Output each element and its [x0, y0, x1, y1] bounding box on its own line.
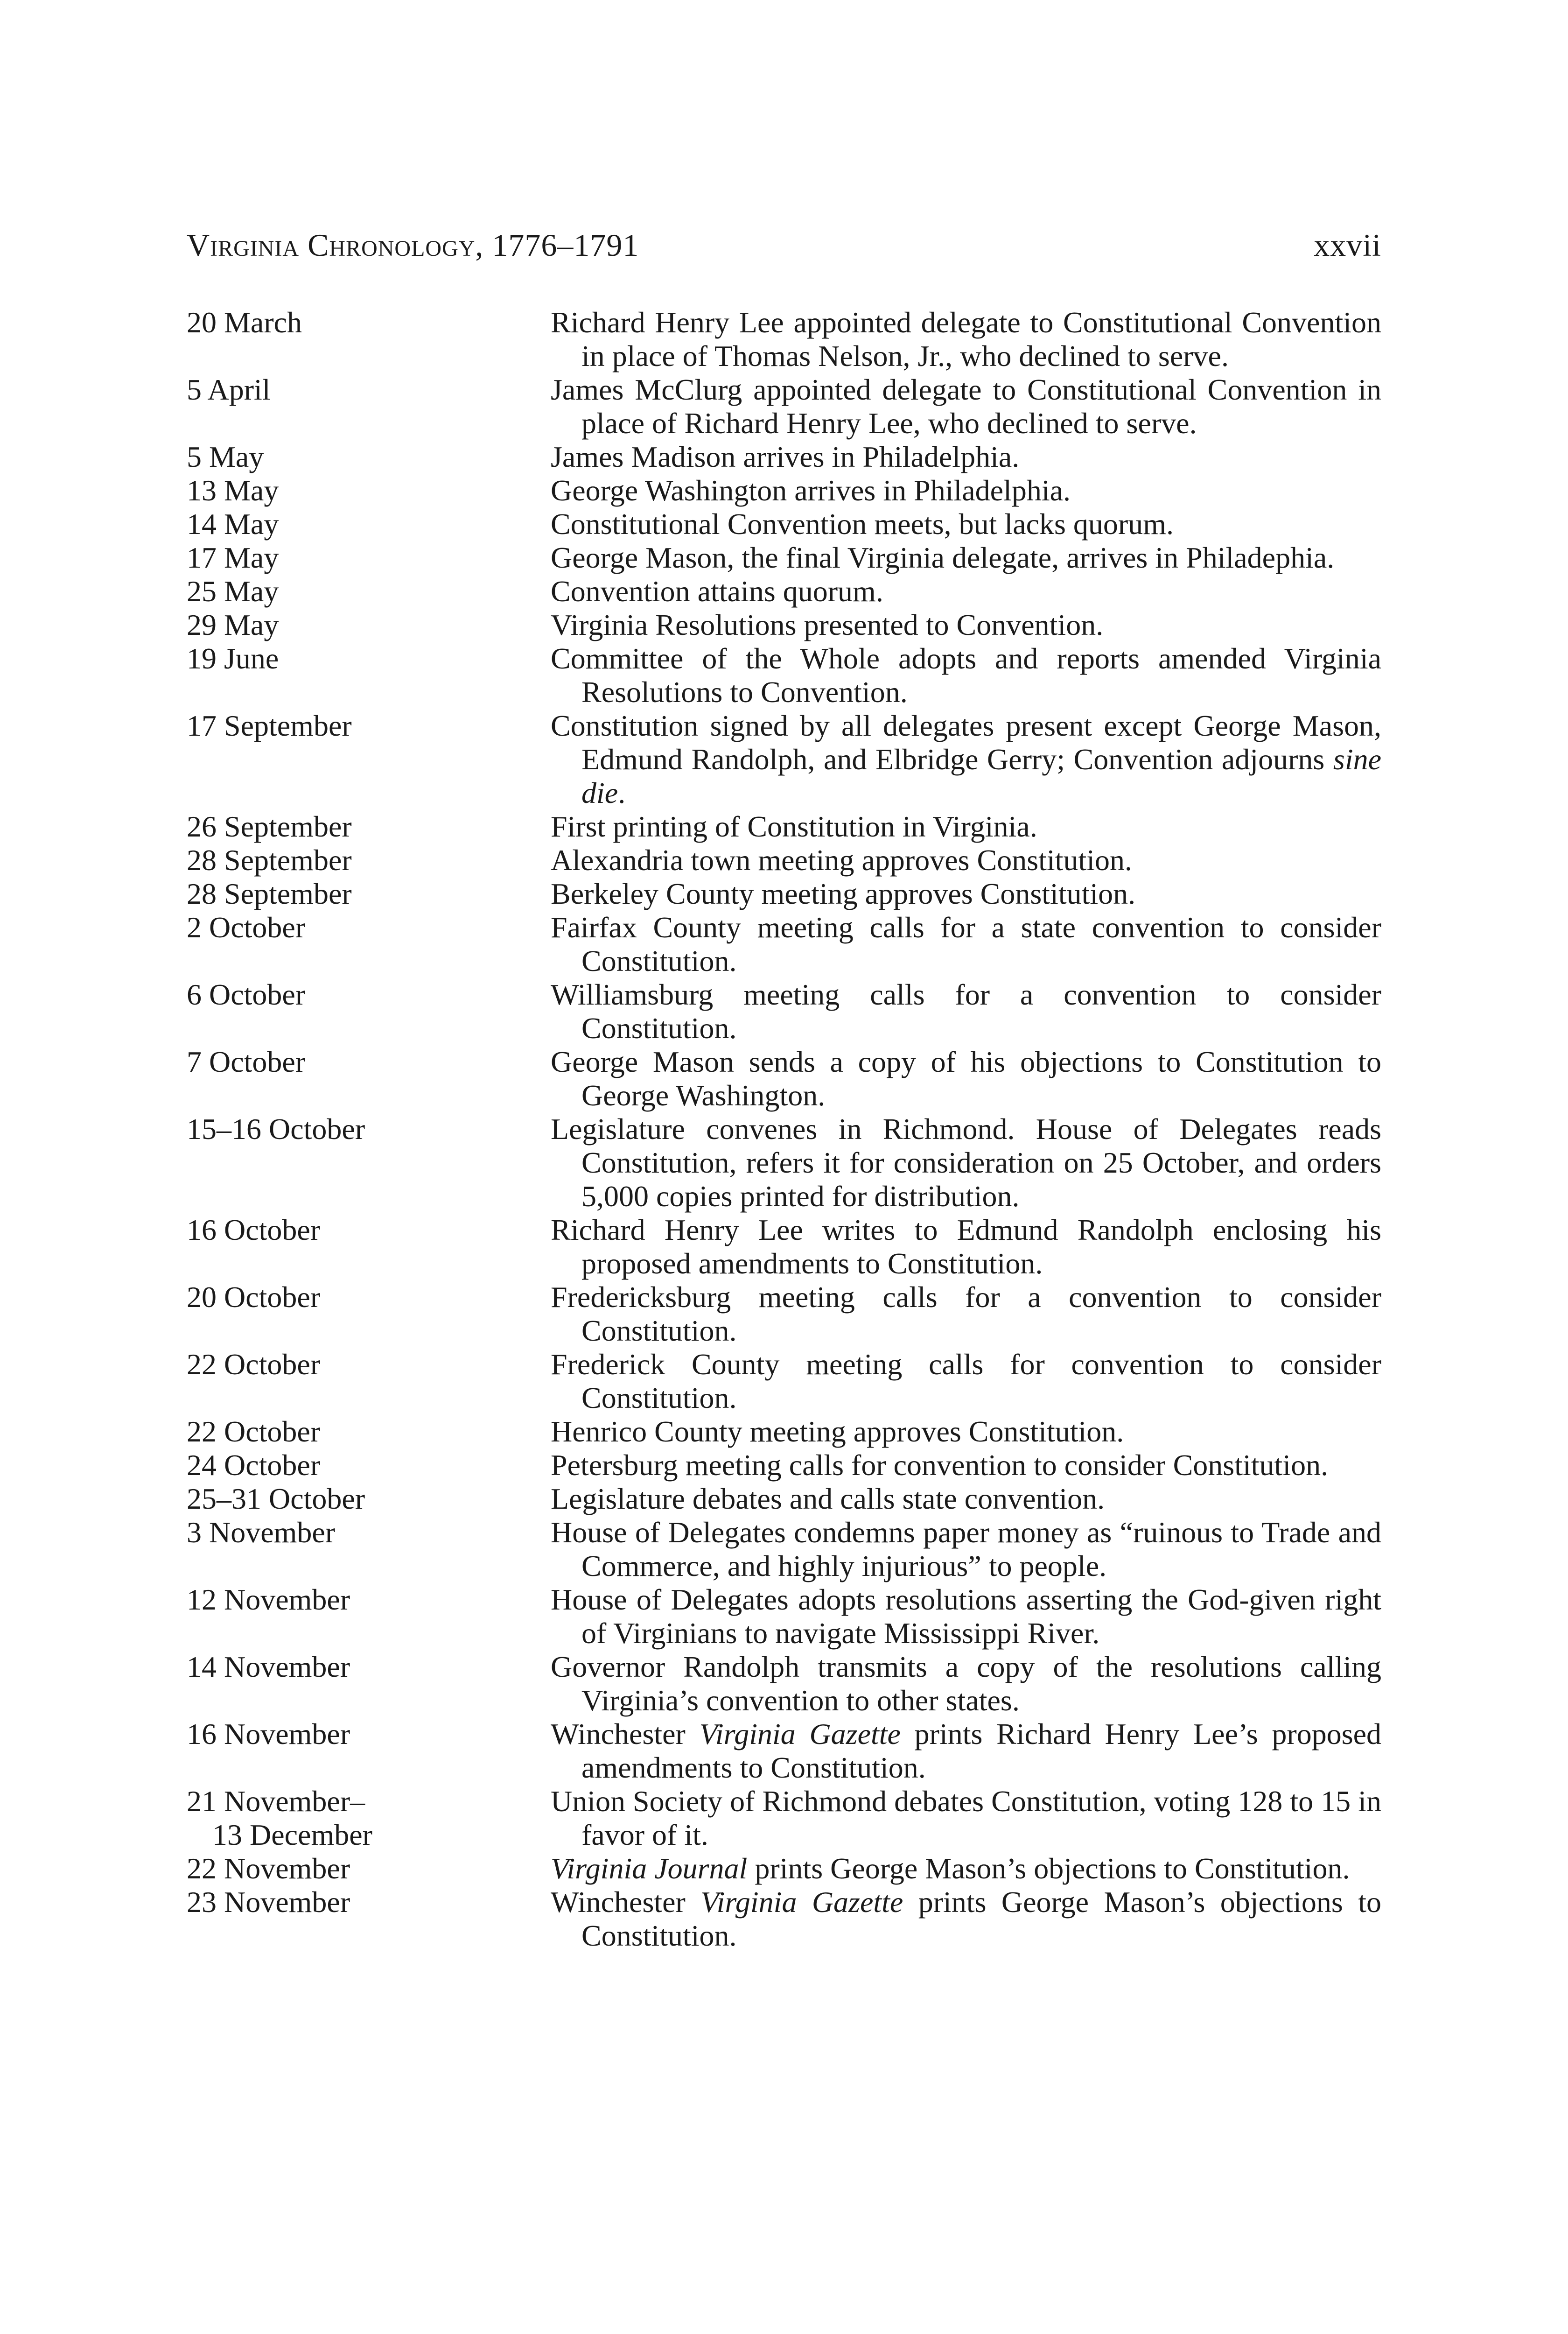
chronology-entry: [187, 1280, 1381, 1348]
chronology-entry: [187, 608, 1381, 642]
chronology-entry: [187, 1415, 1381, 1448]
running-head-title: Virginia Chronology, 1776–1791: [187, 227, 639, 263]
entry-date-text: 15–16 October: [187, 1112, 365, 1146]
entry-date: [187, 608, 551, 642]
entry-event: Virginia Journal prints George Mason’s objections to Constitution.: [551, 1852, 1350, 1885]
entry-event: House of Delegates adopts resolutions asserting the God-given right of Virginians to navigate Mississippi River.: [551, 1583, 1381, 1650]
entry-italic: sine die: [581, 743, 1381, 809]
entry-event: Williamsburg meeting calls for a convention to consider Constitution.: [551, 978, 1381, 1045]
entry-event: Virginia Resolutions presented to Convention.: [551, 608, 1104, 641]
entry-date: [187, 1112, 551, 1146]
entry-date: [187, 1650, 551, 1684]
entry-date-text: 13 May: [187, 474, 279, 507]
entry-event: George Mason sends a copy of his objections to Constitution to George Washington.: [551, 1045, 1381, 1112]
entry-date-text: 28 September: [187, 844, 352, 877]
chronology-entry: [187, 709, 1381, 810]
entry-date: [187, 1415, 551, 1448]
entry-date-text: 7 October: [187, 1045, 306, 1078]
entry-date: [187, 1717, 551, 1751]
entry-date: [187, 306, 551, 339]
entry-event: Frederick County meeting calls for convention to consider Constitution.: [551, 1348, 1381, 1414]
chronology-entry: [187, 507, 1381, 541]
entry-italic: Virginia Gazette: [699, 1717, 901, 1750]
entry-event: Legislature convenes in Richmond. House of Delegates reads Constitution, refers it for consideration on 25 October, and orders 5,000 copies printed for distribution.: [551, 1112, 1381, 1213]
entry-event: James McClurg appointed delegate to Constitutional Convention in place of Richard Henry Lee, who declined to serve.: [551, 373, 1381, 440]
entry-event: Berkeley County meeting approves Constitution.: [551, 877, 1136, 910]
entry-event: George Mason, the final Virginia delegate, arrives in Philadephia.: [551, 541, 1335, 574]
entry-date: [187, 978, 551, 1012]
entry-event: Winchester Virginia Gazette prints Richard Henry Lee’s proposed amendments to Constitution.: [551, 1717, 1382, 1784]
entry-date-text: 22 November: [187, 1852, 350, 1885]
entry-date-text: 17 September: [187, 709, 352, 742]
entry-date-text: 20 March: [187, 306, 302, 339]
entry-date-text: 14 May: [187, 507, 279, 541]
entry-date-text: 25–31 October: [187, 1482, 365, 1515]
entry-date-text: 16 October: [187, 1213, 321, 1246]
entry-event: Union Society of Richmond debates Constitution, voting 128 to 15 in favor of it.: [551, 1785, 1381, 1851]
entry-date-text: 29 May: [187, 608, 279, 641]
entry-event: Petersburg meeting calls for convention to consider Constitution.: [551, 1448, 1329, 1482]
entry-date: [187, 1482, 551, 1516]
chronology-entry: [187, 306, 1381, 373]
entry-date: [187, 1213, 551, 1247]
entry-date: [187, 709, 551, 743]
entry-date: [187, 507, 551, 541]
entry-date-continuation: 13 December: [212, 1818, 372, 1851]
chronology-entry: [187, 978, 1381, 1045]
entry-event: First printing of Constitution in Virginia.: [551, 810, 1037, 843]
chronology-entry: [187, 1112, 1381, 1213]
entry-date-text: 5 May: [187, 440, 264, 473]
entry-date-text: 20 October: [187, 1280, 321, 1314]
entry-date-text: 22 October: [187, 1415, 321, 1448]
entry-date-text: 21 November–: [187, 1785, 365, 1818]
entry-date: [187, 1045, 551, 1079]
entry-date: [187, 1583, 551, 1617]
chronology-entry: [187, 1785, 1381, 1852]
entry-event: Fredericksburg meeting calls for a convention to consider Constitution.: [551, 1280, 1381, 1347]
chronology-entry: [187, 1448, 1381, 1482]
entry-event: Winchester Virginia Gazette prints George Mason’s objections to Constitution.: [551, 1885, 1382, 1952]
chronology-entry: [187, 1482, 1381, 1516]
entry-event: Richard Henry Lee appointed delegate to Constitutional Convention in place of Thomas Nelson, Jr., who declined to serve.: [551, 306, 1381, 373]
chronology-entry: [187, 1348, 1381, 1415]
chronology-entry: [187, 373, 1381, 440]
entry-date-text: 28 September: [187, 877, 352, 910]
entry-date-text: 5 April: [187, 373, 271, 406]
chronology-entry: [187, 1045, 1381, 1112]
entry-italic: Virginia Journal: [551, 1852, 748, 1885]
entry-date: [187, 1348, 551, 1381]
entry-event: James Madison arrives in Philadelphia.: [551, 440, 1020, 473]
chronology-entry: [187, 1717, 1381, 1785]
entry-date: [187, 541, 551, 575]
entry-date: [187, 1448, 551, 1482]
chronology-entry: [187, 1213, 1381, 1280]
entry-date: [187, 877, 551, 911]
entry-event: Henrico County meeting approves Constitution.: [551, 1415, 1124, 1448]
chronology-entry: [187, 1885, 1381, 1953]
entry-date-text: 23 November: [187, 1885, 350, 1919]
entry-event: House of Delegates condemns paper money as “ruinous to Trade and Commerce, and highly injurious” to people.: [551, 1516, 1381, 1582]
entry-event: Legislature debates and calls state convention.: [551, 1482, 1105, 1515]
chronology-entry: [187, 1852, 1381, 1885]
entry-event: Governor Randolph transmits a copy of the resolutions calling Virginia’s convention to other states.: [551, 1650, 1381, 1717]
entry-date: [187, 1280, 551, 1314]
entry-event: Committee of the Whole adopts and reports amended Virginia Resolutions to Convention.: [551, 642, 1381, 709]
entry-date-text: 26 September: [187, 810, 352, 843]
chronology-entry: [187, 474, 1381, 507]
chronology-entry: [187, 575, 1381, 608]
entry-event: Constitutional Convention meets, but lacks quorum.: [551, 507, 1174, 541]
chronology-entry: [187, 844, 1381, 877]
entry-date: [187, 844, 551, 877]
entry-date-text: 17 May: [187, 541, 279, 574]
chronology-list: [187, 306, 1381, 1953]
entry-event: Constitution signed by all delegates present except George Mason, Edmund Randolph, and Elbridge Gerry; Convention adjourns sine die.: [551, 709, 1381, 809]
entry-date-text: 3 November: [187, 1516, 336, 1549]
entry-date: [187, 1785, 551, 1852]
chronology-entry: [187, 1650, 1381, 1717]
entry-date: [187, 642, 551, 675]
chronology-entry: [187, 810, 1381, 844]
entry-date: [187, 373, 551, 407]
entry-date: [187, 1885, 551, 1919]
entry-date-text: 16 November: [187, 1717, 350, 1750]
entry-date-text: 12 November: [187, 1583, 350, 1616]
entry-event: Convention attains quorum.: [551, 575, 883, 608]
chronology-entry: [187, 877, 1381, 911]
chronology-entry: [187, 911, 1381, 978]
entry-date-text: 6 October: [187, 978, 306, 1011]
entry-event: Alexandria town meeting approves Constitution.: [551, 844, 1132, 877]
running-head: [187, 219, 1381, 271]
chronology-entry: [187, 1583, 1381, 1650]
entry-date: [187, 440, 551, 474]
entry-date: [187, 1516, 551, 1549]
page-number: xxvii: [1314, 227, 1381, 263]
entry-date-text: 22 October: [187, 1348, 321, 1381]
entry-date-text: 2 October: [187, 911, 306, 944]
entry-event: Fairfax County meeting calls for a state convention to consider Constitution.: [551, 911, 1381, 977]
entry-date-text: 14 November: [187, 1650, 350, 1683]
chronology-entry: [187, 642, 1381, 709]
entry-date-text: 24 October: [187, 1448, 321, 1482]
entry-date: [187, 575, 551, 608]
chronology-entry: [187, 440, 1381, 474]
entry-date: [187, 474, 551, 507]
entry-event: Richard Henry Lee writes to Edmund Randolph enclosing his proposed amendments to Constitution.: [551, 1213, 1381, 1280]
chronology-entry: [187, 1516, 1381, 1583]
entry-date: [187, 1852, 551, 1885]
chronology-entry: [187, 541, 1381, 575]
entry-event: George Washington arrives in Philadelphia.: [551, 474, 1071, 507]
entry-date: [187, 911, 551, 944]
entry-date-text: 25 May: [187, 575, 279, 608]
entry-italic: Virginia Gazette: [700, 1885, 903, 1919]
entry-date: [187, 810, 551, 844]
entry-date-text: 19 June: [187, 642, 279, 675]
